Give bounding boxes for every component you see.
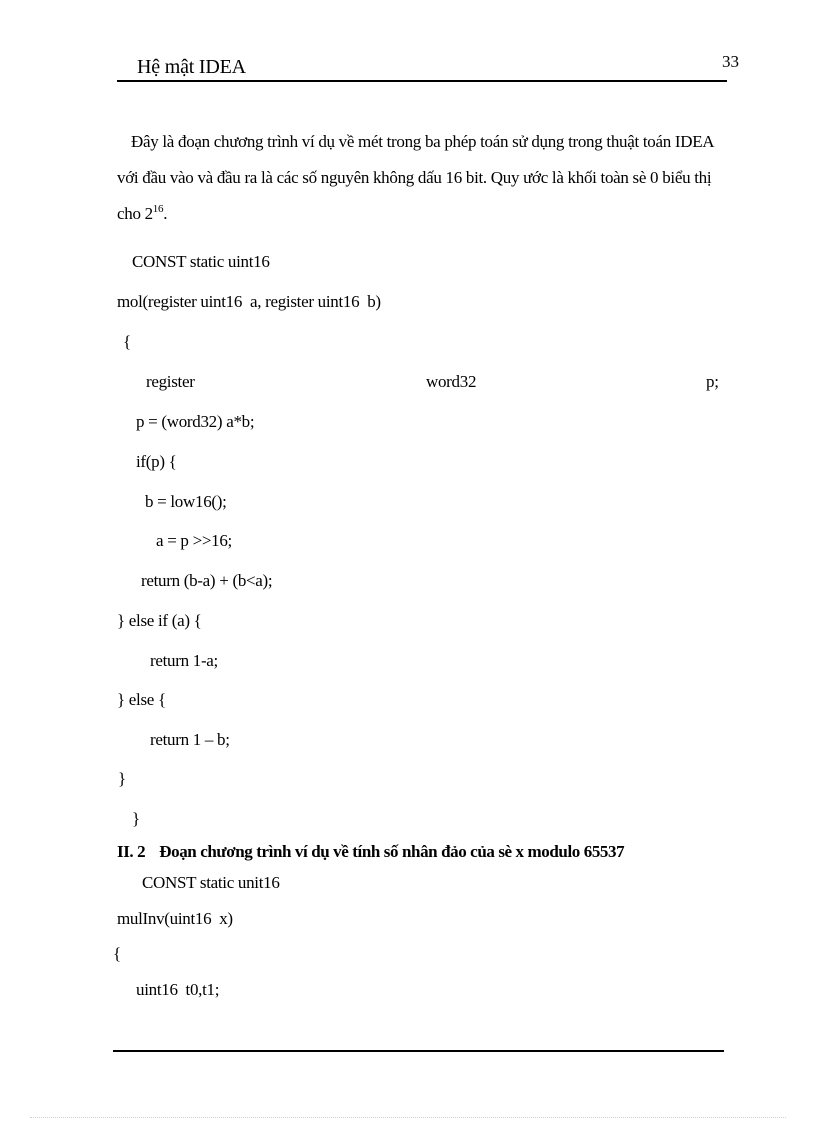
page-bottom-dotted-edge	[30, 1117, 786, 1118]
code-line: p;	[706, 372, 719, 391]
intro-text: Đây là đoạn chương trình ví dụ về mét trong ba phép toán sử dụng trong thuật toán IDEA với đầu vào và đầu ra là các số nguyên không dấu 16 bit. Quy ước là khối toàn sè 0 biểu thị cho 2	[117, 132, 714, 223]
footer-rule	[113, 1050, 724, 1052]
code-line: } else if (a) {	[117, 611, 202, 630]
code-line: mol(register uint16 a, register uint16 b)	[117, 292, 381, 311]
code-line: return 1 – b;	[150, 730, 230, 749]
code-line: }	[118, 769, 126, 788]
code-line: uint16 t0,t1;	[136, 980, 220, 999]
section-title: Đoạn chương trình ví dụ về tính số nhân đảo của sè x modulo 65537	[159, 842, 625, 861]
section-heading	[117, 842, 624, 862]
code-line: {	[113, 944, 121, 963]
code-line: a = p >>16;	[156, 531, 232, 550]
page-number: 33	[722, 52, 739, 71]
code-line: p = (word32) a*b;	[136, 412, 255, 431]
intro-paragraph	[117, 124, 727, 232]
code-line: register	[146, 372, 195, 391]
code-line: } else {	[117, 690, 166, 709]
code-line: return 1-a;	[150, 651, 218, 670]
intro-superscript: 16	[152, 203, 164, 215]
code-line: }	[132, 809, 140, 828]
section-number: II. 2	[117, 842, 146, 861]
code-line: mulInv(uint16 x)	[117, 909, 233, 928]
code-line: return (b-a) + (b<a);	[141, 571, 273, 590]
page-header	[117, 52, 739, 82]
intro-text-end: .	[163, 204, 168, 223]
code-line: {	[123, 332, 131, 351]
code-line: word32	[426, 372, 477, 391]
code-line: if(p) {	[136, 452, 177, 471]
header-rule	[117, 80, 727, 82]
code-line: b = low16();	[145, 492, 227, 511]
code-line: CONST static uint16	[132, 252, 270, 271]
code-line: CONST static unit16	[142, 873, 280, 892]
header-title: Hệ mật IDEA	[137, 56, 246, 78]
